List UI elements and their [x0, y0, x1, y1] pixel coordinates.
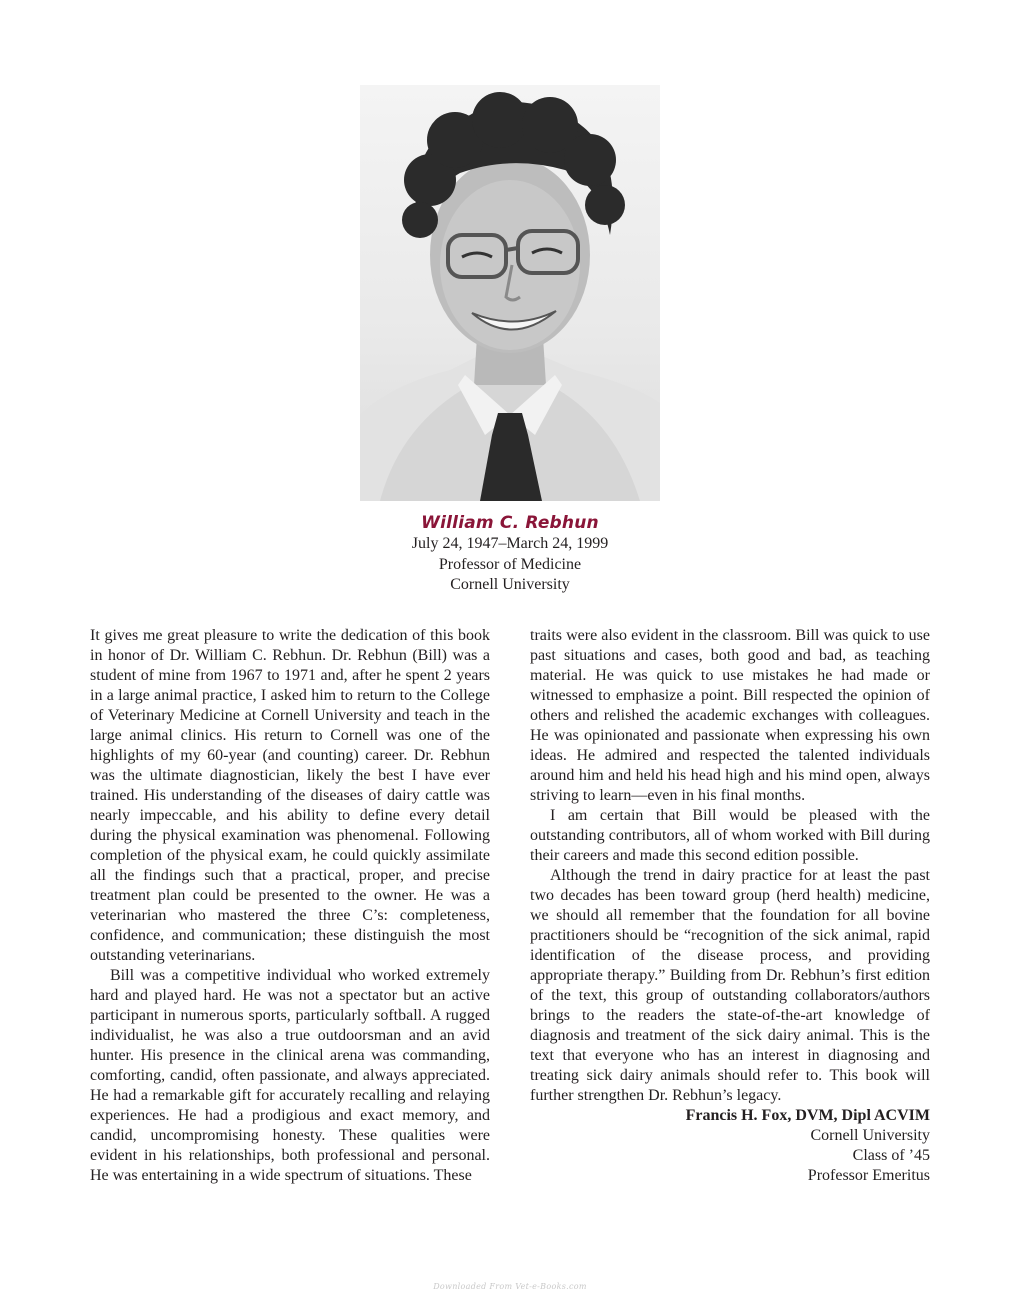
left-column	[90, 626, 490, 1186]
paragraph: I am certain that Bill would be pleased with the outstanding contributors, all of whom worked with Bill during their careers and made this second edition possible.	[530, 807, 930, 864]
paragraph: Although the trend in dairy practice for at least the past two decades has been toward group (herd health) medicine, we should all remember that the foundation for all bovine practitioners should be “recognition of the sick animal, rapid identification of the disease process, and providing appropriate therapy.” Building from Dr. Rebhun’s first edition of the text, this group of outstanding collaborators/authors brings to the readers the state-of-the-art knowledge of diagnosis and treatment of the sick dairy animal. This is the text that everyone who has an interest in diagnosing and treating sick dairy animals should refer to. This book will further strengthen Dr. Rebhun’s legacy.	[530, 867, 930, 1104]
paragraph: Bill was a competitive individual who worked extremely hard and played hard. He was not a spectator but an active participant in numerous sports, particularly softball. A rugged individualist, he was also a true outdoorsman and an avid hunter. His presence in the clinical arena was commanding, comforting, candid, often passionate, and always appreciated. He had a remarkable gift for accurately recalling and relaying experiences. He had a prodigious and exact memory, and candid, uncompromising honesty. These qualities were evident in his relationships, both professional and personal. He was entertaining in a wide spectrum of situations. These	[90, 967, 490, 1184]
paragraph: It gives me great pleasure to write the dedication of this book in honor of Dr. William C. Rebhun. Dr. Rebhun (Bill) was a student of mine from 1967 to 1971 and, after he spent 2 years in a large animal practice, I asked him to return to the College of Veterinary Medicine at Cornell University and teach in the large animal clinics. His return to Cornell was one of the highlights of my 60-year (and counting) career. Dr. Rebhun was the ultimate diagnostician, likely the best I have ever trained. His understanding of the diseases of dairy cattle was nearly impeccable, and his ability to define every detail during the physical examination was phenomenal. Following completion of the physical exam, he could quickly assimilate all the findings such that a practical, proper, and precise treatment plan could be presented to the owner. He was a veterinarian who mastered the three C’s: completeness, confidence, and communication; these distinguish the most outstanding veterinarians.	[90, 627, 490, 964]
signature-title: Professor Emeritus	[807, 1167, 930, 1184]
honoree-title: Professor of Medicine	[438, 555, 582, 573]
signature-institution: Cornell University	[810, 1127, 930, 1144]
honoree-name: William C. Rebhun	[421, 513, 599, 533]
photo-caption	[310, 512, 710, 596]
signature-name: Francis H. Fox, DVM, Dipl ACVIM	[685, 1107, 930, 1124]
portrait-photo	[360, 85, 660, 501]
right-column	[530, 626, 930, 1186]
portrait-illustration	[360, 85, 660, 501]
watermark: Downloaded From Vet-e-Books.com	[433, 1282, 587, 1291]
signature-class: Class of ’45	[852, 1147, 930, 1164]
paragraph: traits were also evident in the classroom. Bill was quick to use past situations and cases, both good and bad, as teaching material. He was quick to use mistakes he had made or witnessed to emphasize a point. Bill respected the opinion of others and relished the academic exchanges with colleagues. He was opinionated and passionate when expressing his own ideas. He admired and respected the talented individuals around him and held his head high and his mind open, always striving to learn—even in his final months.	[530, 627, 930, 804]
signature-block	[530, 1106, 930, 1186]
honoree-dates: July 24, 1947–March 24, 1999	[411, 535, 609, 552]
honoree-institution: Cornell University	[450, 576, 570, 593]
